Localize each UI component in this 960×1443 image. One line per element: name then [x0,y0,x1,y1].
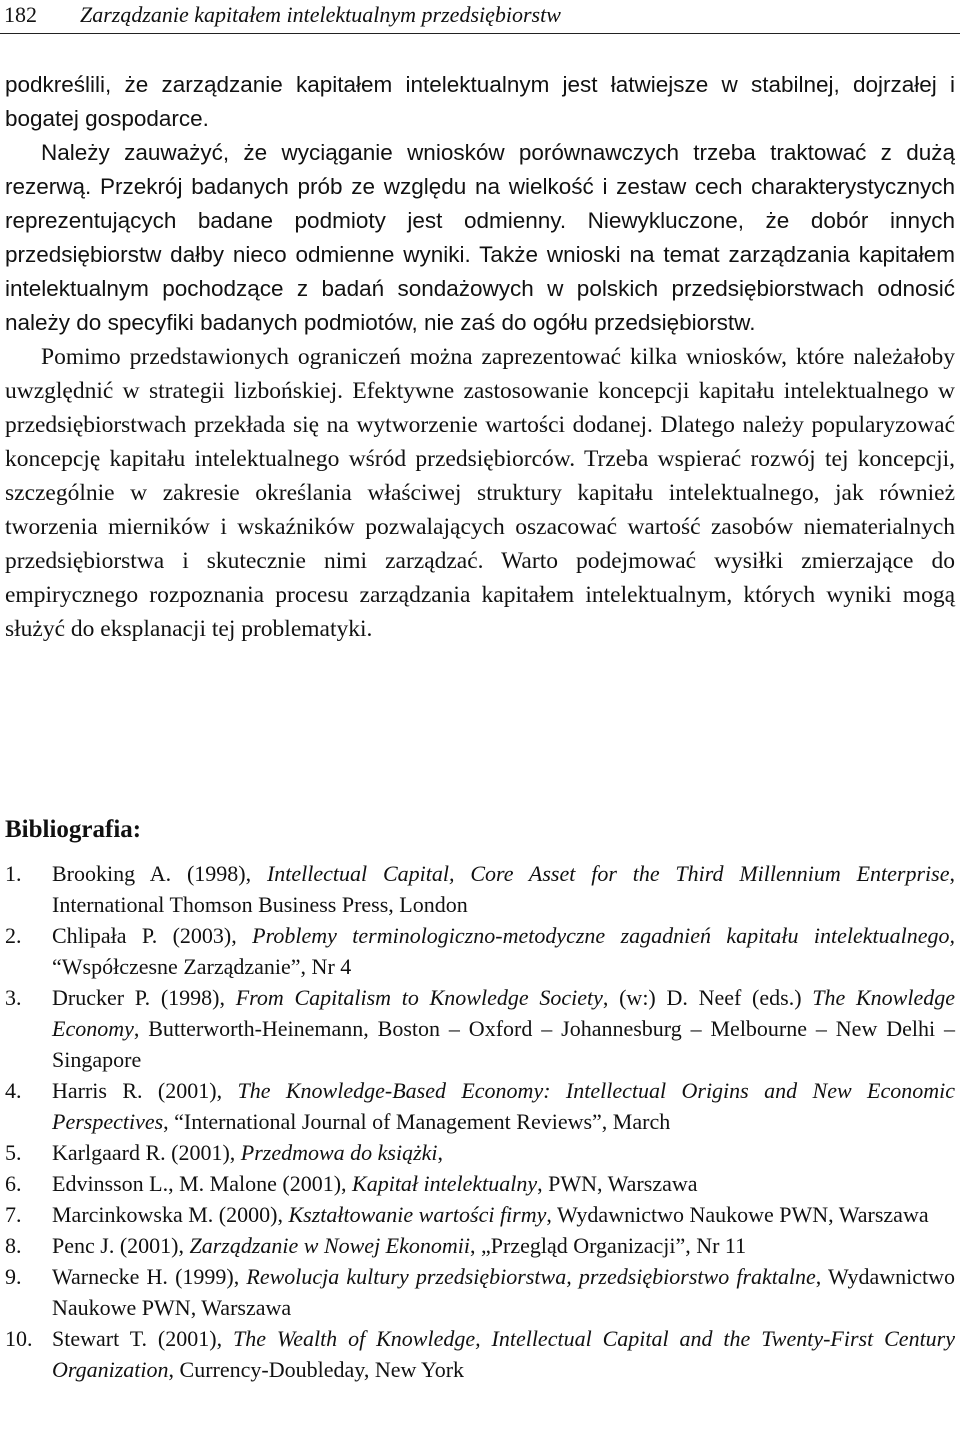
item-number: 5. [5,1140,22,1165]
page-header [0,0,960,36]
paragraph-2: Pomimo przedstawionych ograniczeń można zaprezentować kilka wniosków, które należałoby uwzględnić w strategii lizbońskiej. Efektywne zastosowanie koncepcji kapitału intelektualnego w przedsiębiorstwach przekłada się na wytworzenie wartości dodanej. Dlatego należy popularyzować koncepcję kapitału intelektualnego wśród przedsiębiorców. Trzeba wspierać rozwój tej koncepcji, szczególnie w zakresie określania właściwej struktury kapitału intelektualnego, jak również tworzenia mierników i wskaźników pozwalających oszacować wartość zasobów niematerialnych przedsiębiorstwa i skutecznie nimi zarządzać. Warto podejmować wysiłki zmierzające do empirycznego rozpoznania procesu zarządzania kapitałem intelektualnym, których wyniki mogą służyć do eksplanacji tej problematyki. [5,344,955,642]
bibliography-item: 7. Marcinkowska M. (2000), Kształtowanie wartości firmy, Wydawnictwo Naukowe PWN, Warszawa [5,1199,955,1230]
item-number: 9. [5,1264,22,1289]
paragraph-1-start: podkreślili, że zarządzanie kapitałem intelektualnym jest łatwiejsze w stabilnej, dojrzałej i bogatej gospodarce. [5,72,955,131]
bibliography-item: 1. Brooking A. (1998), Intellectual Capital, Core Asset for the Third Millennium Enterprise, International Thomson Business Press, London [5,858,955,920]
bibliography-heading: Bibliografia: [5,816,142,843]
bibliography-item: 5. Karlgaard R. (2001), Przedmowa do książki, [5,1137,955,1168]
item-number: 10. [5,1326,33,1351]
item-number: 1. [5,861,22,886]
bibliography-item: 4. Harris R. (2001), The Knowledge-Based Economy: Intellectual Origins and New Economic Perspectives, “International Journal of Management Reviews”, March [5,1075,955,1137]
bibliography-item: 3. Drucker P. (1998), From Capitalism to Knowledge Society, (w:) D. Neef (eds.) The Knowledge Economy, Butterworth-Heinemann, Boston – Oxford – Johannesburg – Melbourne – New Delhi – Singapore [5,982,955,1075]
bibliography-list [5,858,955,1385]
bibliography-item: 10. Stewart T. (2001), The Wealth of Knowledge, Intellectual Capital and the Twenty-First Century Organization, Currency-Doubleday, New York [5,1323,955,1385]
paragraph-1-rest: Należy zauważyć, że wyciąganie wniosków porównawczych trzeba traktować z dużą rezerwą. Przekrój badanych prób ze względu na wielkość i zestaw cech charakterystycznych reprezentujących badane podmioty jest odmienny. Niewykluczone, że dobór innych przedsiębiorstw dałby nieco odmienne wyniki. Także wnioski na temat zarządzania kapitałem intelektualnym pochodzące z badań sondażowych w polskich przedsiębiorstwach odnosić należy do specyfiki badanych podmiotów, nie zaś do ogółu przedsiębiorstw. [5,140,955,335]
page-number: 182 [4,2,37,27]
item-number: 3. [5,985,22,1010]
item-number: 7. [5,1202,22,1227]
running-head: Zarządzanie kapitałem intelektualnym przedsiębiorstw [80,2,561,27]
paragraph-1 [5,68,955,340]
body-text [5,68,955,646]
bibliography-item: 6. Edvinsson L., M. Malone (2001), Kapitał intelektualny, PWN, Warszawa [5,1168,955,1199]
item-number: 8. [5,1233,22,1258]
item-number: 4. [5,1078,22,1103]
bibliography-item: 2. Chlipała P. (2003), Problemy terminologiczno-metodyczne zagadnień kapitału intelektualnego, “Współczesne Zarządzanie”, Nr 4 [5,920,955,982]
bibliography-item: 9. Warnecke H. (1999), Rewolucja kultury przedsiębiorstwa, przedsiębiorstwo fraktalne, Wydawnictwo Naukowe PWN, Warszawa [5,1261,955,1323]
header-rule [0,33,960,34]
item-number: 6. [5,1171,22,1196]
item-number: 2. [5,923,22,948]
bibliography-item: 8. Penc J. (2001), Zarządzanie w Nowej Ekonomii, „Przegląd Organizacji”, Nr 11 [5,1230,955,1261]
